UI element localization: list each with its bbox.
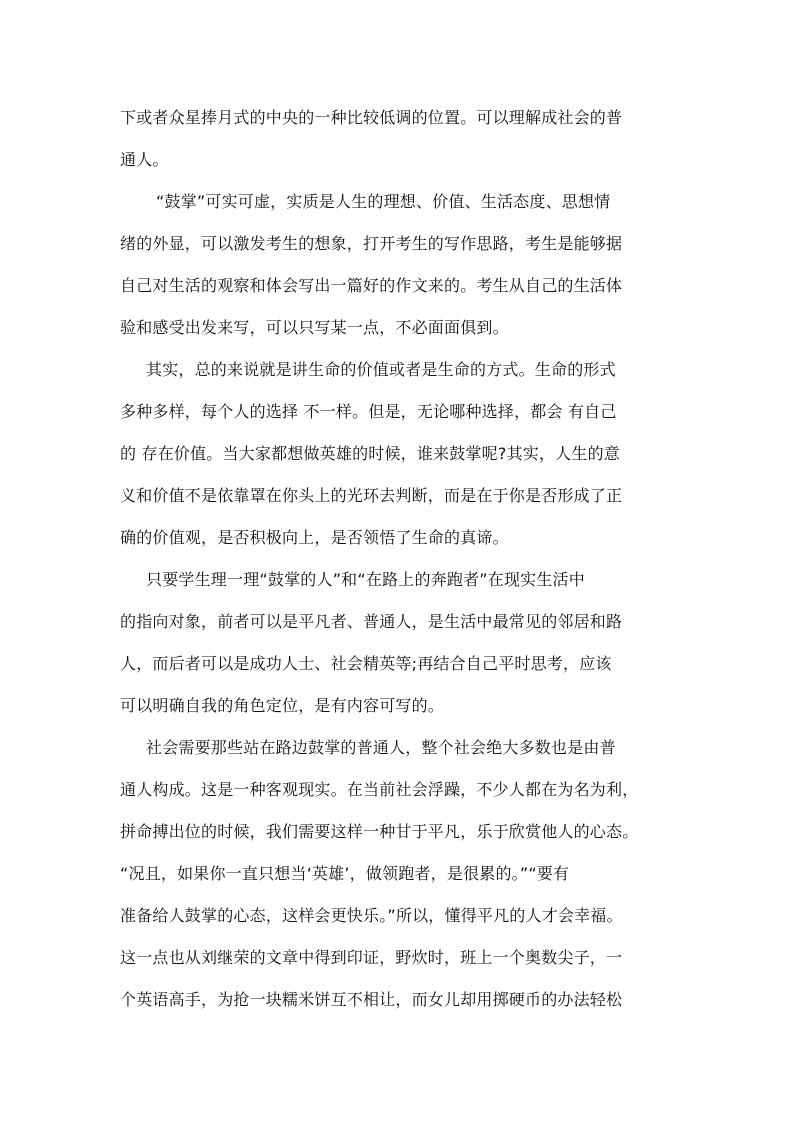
text-line: 可以明确自我的角色定位，是有内容可写的。: [120, 696, 445, 715]
text-line: 通人。: [120, 150, 169, 169]
text-line: 的 存在价值。当大家都想做英雄的时候，谁来鼓掌呢?其实，人生的意: [120, 444, 620, 463]
text-line: 拼命搏出位的时候，我们需要这样一种甘于平凡，乐于欣赏他人的心态。: [120, 822, 639, 841]
text-line: “况且，如果你一直只想当‘英雄’，做领跑者，是很累的。”“要有: [120, 864, 570, 883]
text-line: 其实，总的来说就是讲生命的价值或者是生命的方式。生命的形式: [146, 360, 616, 379]
text-line: 人，而后者可以是成功人士、社会精英等;再结合自己平时思考，应该: [120, 654, 612, 673]
text-line: 验和感受出发来写，可以只写某一点，不必面面俱到。: [120, 318, 509, 337]
text-line: 确的价值观，是否积极向上，是否领悟了生命的真谛。: [120, 528, 509, 547]
text-line: 绪的外显，可以激发考生的想象，打开考生的写作思路，考生是能够据: [120, 234, 623, 253]
text-line: 多种多样，每个人的选择 不一样。但是，无论哪种选择，都会 有自己: [120, 402, 617, 421]
text-line: 的指向对象，前者可以是平凡者、普通人，是生活中最常见的邻居和路: [120, 612, 623, 631]
text-line: 个英语高手，为抢一块糯米饼互不相让，而女儿却用掷硬币的办法轻松: [120, 990, 623, 1009]
text-line: 这一点也从刘继荣的文章中得到印证，野炊时，班上一个奥数尖子，一: [120, 948, 623, 967]
text-line: 只要学生理一理“鼓掌的人”和“在路上的奔跑者”在现实生活中: [146, 570, 585, 589]
text-line: 自己对生活的观察和体会写出一篇好的作文来的。考生从自己的生活体: [120, 276, 623, 295]
text-line: 准备给人鼓掌的心态，这样会更快乐。”所以，懂得平凡的人才会幸福。: [120, 906, 623, 925]
text-line: 通人构成。这是一种客观现实。在当前社会浮躁，不少人都在为名为利，: [120, 780, 639, 799]
text-line: 社会需要那些站在路边鼓掌的普通人，整个社会绝大多数也是由普: [146, 738, 616, 757]
text-line: 下或者众星捧月式的中央的一种比较低调的位置。可以理解成社会的普: [120, 108, 623, 127]
text-line: “鼓掌”可实可虚，实质是人生的理想、价值、生活态度、思想情: [156, 192, 611, 211]
text-line: 义和价值不是依靠罩在你头上的光环去判断，而是在于你是否形成了正: [120, 486, 623, 505]
